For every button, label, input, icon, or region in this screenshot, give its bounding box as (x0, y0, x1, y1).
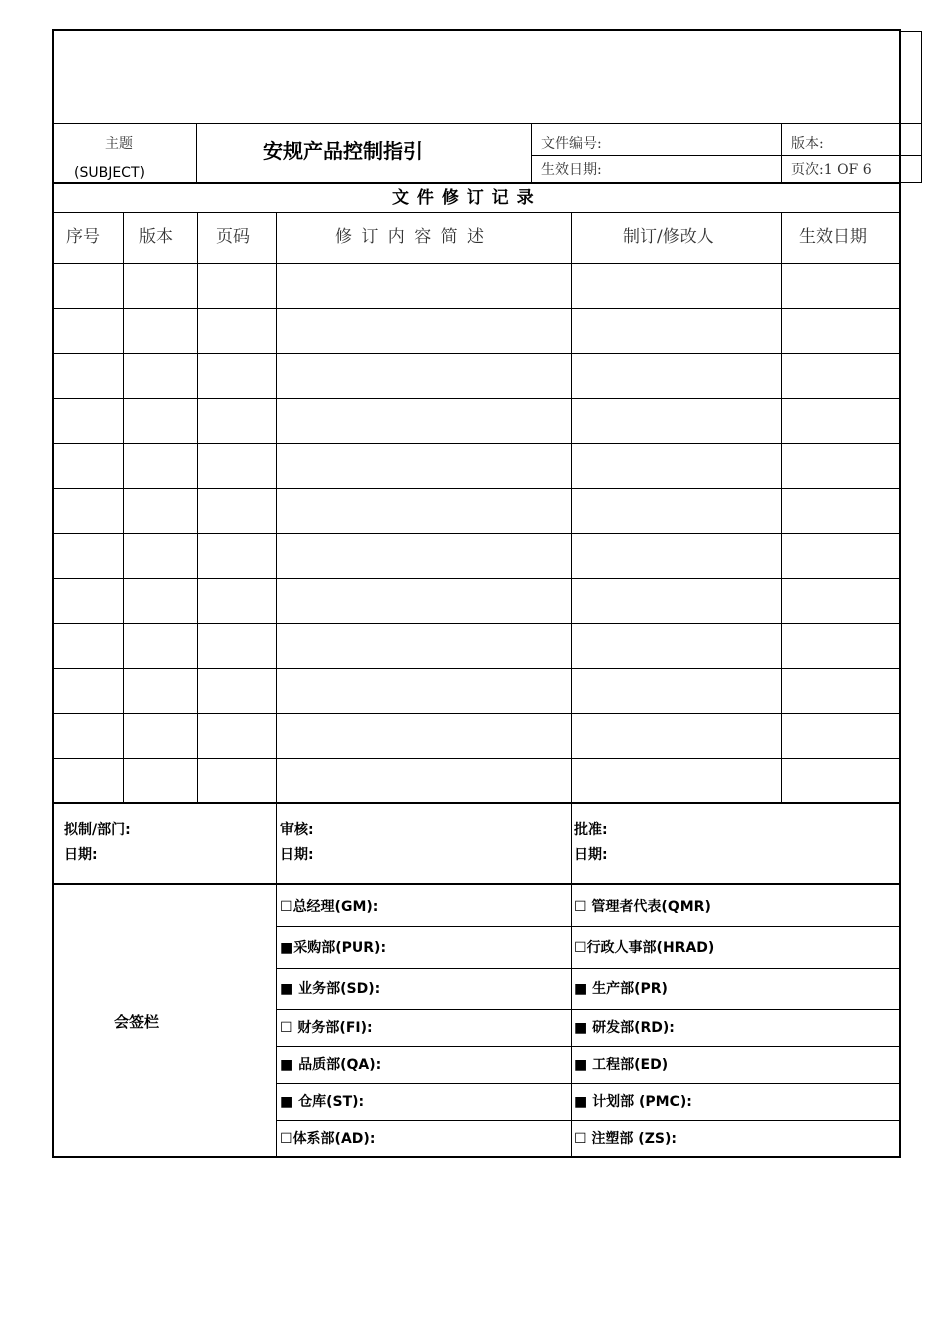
drafter-label: 拟制/部门: (64, 822, 131, 838)
checkbox-icon[interactable]: ■ (574, 1094, 588, 1110)
countersign-item-sd[interactable]: ■ 业务部(SD): (280, 981, 381, 997)
checkbox-icon[interactable]: ☐ (574, 940, 587, 956)
countersign-item-pur[interactable]: ■采购部(PUR): (280, 940, 387, 956)
countersign-item-gm[interactable]: ☐总经理(GM): (280, 899, 379, 915)
table-row[interactable] (53, 759, 900, 802)
col-header-effective-date: 生效日期 (799, 227, 867, 247)
subject-label-en: (SUBJECT) (74, 165, 145, 181)
countersign-item-fi[interactable]: ☐ 财务部(FI): (280, 1020, 373, 1036)
countersign-item-pr[interactable]: ■ 生产部(PR) (574, 981, 668, 997)
checkbox-icon[interactable]: ■ (574, 1057, 588, 1073)
table-row[interactable] (53, 309, 900, 353)
checkbox-icon[interactable]: ☐ (574, 1131, 587, 1147)
table-row[interactable] (53, 354, 900, 398)
countersign-item-rd[interactable]: ■ 研发部(RD): (574, 1020, 675, 1036)
checkbox-icon[interactable]: ■ (280, 981, 294, 997)
table-row[interactable] (53, 579, 900, 623)
approver-label: 批准: (574, 822, 608, 838)
countersign-item-ad[interactable]: ☐体系部(AD): (280, 1131, 376, 1147)
countersign-item-st[interactable]: ■ 仓库(ST): (280, 1094, 365, 1110)
checkbox-icon[interactable]: ■ (280, 1057, 294, 1073)
reviewer-label: 审核: (280, 822, 314, 838)
checkbox-icon[interactable]: ■ (574, 981, 588, 997)
table-row[interactable] (53, 669, 900, 713)
drafter-date-label: 日期: (64, 847, 98, 863)
table-row[interactable] (53, 624, 900, 668)
approver-date-label: 日期: (574, 847, 608, 863)
table-row[interactable] (53, 534, 900, 578)
countersign-item-qmr[interactable]: ☐ 管理者代表(QMR) (574, 899, 711, 915)
checkbox-icon[interactable]: ☐ (574, 899, 587, 915)
checkbox-icon[interactable]: ■ (280, 940, 294, 956)
col-header-seq: 序号 (66, 227, 100, 247)
doc-number-label: 文件编号: (541, 136, 602, 152)
countersign-item-pmc[interactable]: ■ 计划部 (PMC): (574, 1094, 692, 1110)
table-row[interactable] (53, 264, 900, 308)
effective-date-label: 生效日期: (541, 162, 602, 178)
document-title: 安规产品控制指引 (263, 139, 423, 163)
countersign-item-zs[interactable]: ☐ 注塑部 (ZS): (574, 1131, 677, 1147)
table-row[interactable] (53, 399, 900, 443)
reviewer-date-label: 日期: (280, 847, 314, 863)
col-header-page: 页码 (216, 227, 250, 247)
countersign-item-qa[interactable]: ■ 品质部(QA): (280, 1057, 382, 1073)
version-label: 版本: (791, 136, 824, 152)
subject-label: 主题 (105, 136, 133, 152)
checkbox-icon[interactable]: ☐ (280, 1131, 293, 1147)
checkbox-icon[interactable]: ■ (280, 1094, 294, 1110)
countersign-label: 会签栏 (114, 1013, 160, 1031)
page-count: 页次:1 OF 6 (791, 162, 872, 178)
col-header-version: 版本 (139, 227, 173, 247)
checkbox-icon[interactable]: ☐ (280, 1020, 293, 1036)
checkbox-icon[interactable]: ■ (574, 1020, 588, 1036)
revision-title: 文 件 修 订 记 录 (392, 188, 535, 208)
table-row[interactable] (53, 714, 900, 758)
countersign-item-ed[interactable]: ■ 工程部(ED) (574, 1057, 669, 1073)
countersign-item-hrad[interactable]: ☐行政人事部(HRAD) (574, 940, 715, 956)
checkbox-icon[interactable]: ☐ (280, 899, 293, 915)
table-row[interactable] (53, 489, 900, 533)
col-header-editor: 制订/修改人 (623, 227, 714, 247)
table-row[interactable] (53, 444, 900, 488)
col-header-summary: 修 订 内 容 简 述 (335, 227, 487, 247)
